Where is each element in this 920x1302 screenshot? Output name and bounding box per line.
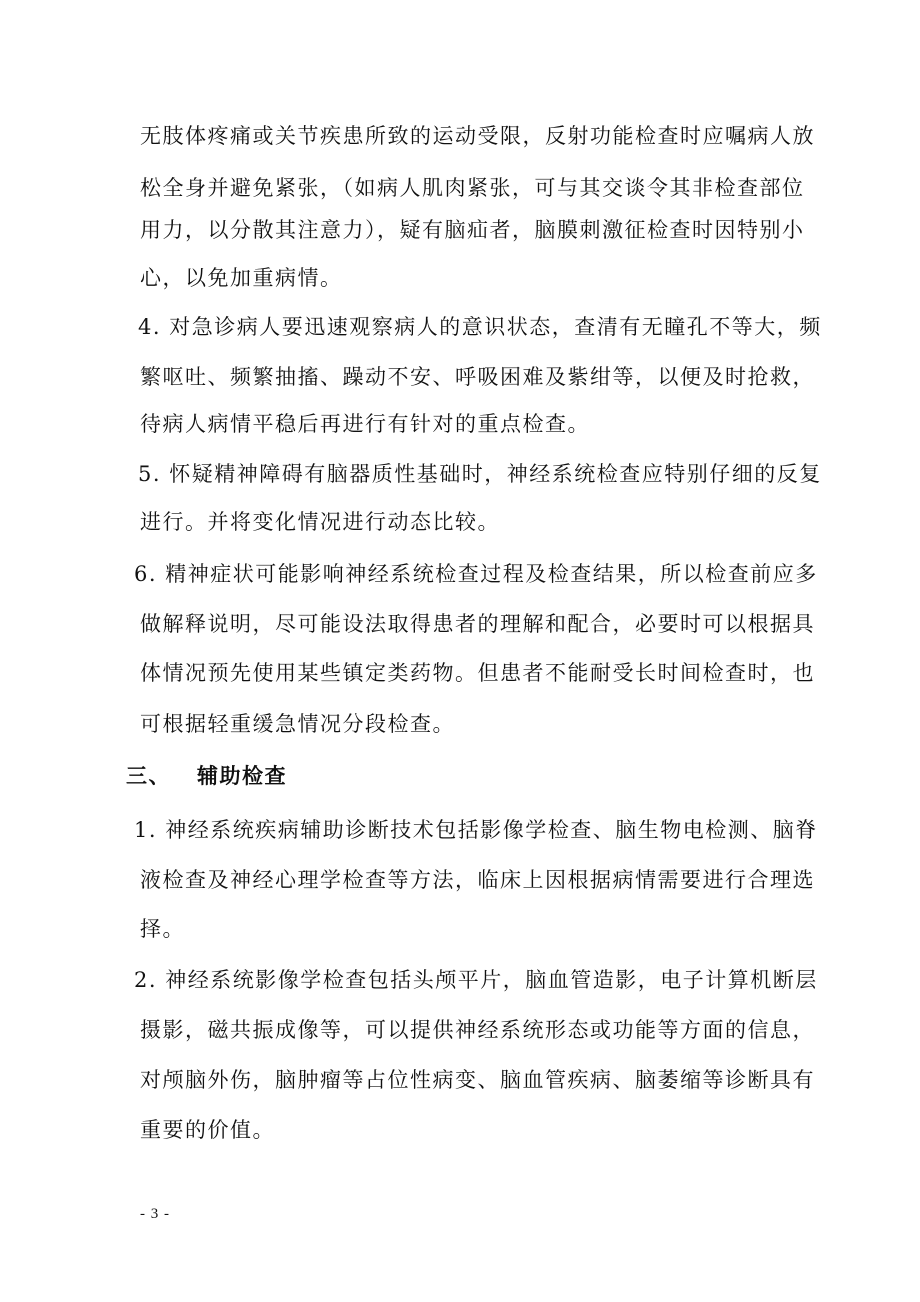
section-item-2-line: 2. 神经系统影像学检查包括头颅平片，脑血管造影，电子计算机断层 xyxy=(134,968,818,992)
paragraph-line: 心，以免加重病情。 xyxy=(140,266,343,290)
list-item-6-line: 做解释说明，尽可能设法取得患者的理解和配合，必要时可以根据具 xyxy=(140,612,815,636)
list-item-5-line: 5. 怀疑精神障碍有脑器质性基础时，神经系统检查应特别仔细的反复 xyxy=(138,462,822,486)
paragraph-line: 用力，以分散其注意力），疑有脑疝者，脑膜刺激征检查时因特别小 xyxy=(140,218,805,242)
paragraph-line: 松全身并避免紧张，（如病人肌肉紧张，可与其交谈令其非检查部位 xyxy=(140,176,805,200)
section-item-2-line: 摄影，磁共振成像等，可以提供神经系统形态或功能等方面的信息， xyxy=(140,1018,815,1042)
list-item-4-line: 繁呕吐、频繁抽搐、躁动不安、呼吸困难及紫绀等，以便及时抢救， xyxy=(140,365,815,389)
section-item-2-line: 对颅脑外伤，脑肿瘤等占位性病变、脑血管疾病、脑萎缩等诊断具有 xyxy=(140,1068,815,1092)
section-item-2-line: 重要的价值。 xyxy=(140,1118,275,1142)
section-title: 辅助检查 xyxy=(197,763,287,788)
paragraph-line: 无肢体疼痛或关节疾患所致的运动受限，反射功能检查时应嘱病人放 xyxy=(140,124,815,148)
list-item-6-line: 可根据轻重缓急情况分段检查。 xyxy=(140,712,455,736)
list-item-4-line: 待病人病情平稳后再进行有针对的重点检查。 xyxy=(140,412,590,436)
page-number: - 3 - xyxy=(140,1206,170,1222)
list-item-6-line: 6. 精神症状可能影响神经系统检查过程及检查结果，所以检查前应多 xyxy=(134,562,818,586)
section-item-1-line: 1. 神经系统疾病辅助诊断技术包括影像学检查、脑生物电检测、脑脊 xyxy=(134,818,818,842)
list-item-5-line: 进行。并将变化情况进行动态比较。 xyxy=(140,510,500,534)
section-heading xyxy=(126,762,287,790)
list-item-6-line: 体情况预先使用某些镇定类药物。但患者不能耐受长时间检查时，也 xyxy=(140,661,815,685)
list-item-4-line: 4. 对急诊病人要迅速观察病人的意识状态，查清有无瞳孔不等大，频 xyxy=(138,315,822,339)
section-item-1-line: 液检查及神经心理学检查等方法，临床上因根据病情需要进行合理选 xyxy=(140,868,815,892)
section-number: 三、 xyxy=(126,763,171,788)
section-item-1-line: 择。 xyxy=(140,917,185,941)
